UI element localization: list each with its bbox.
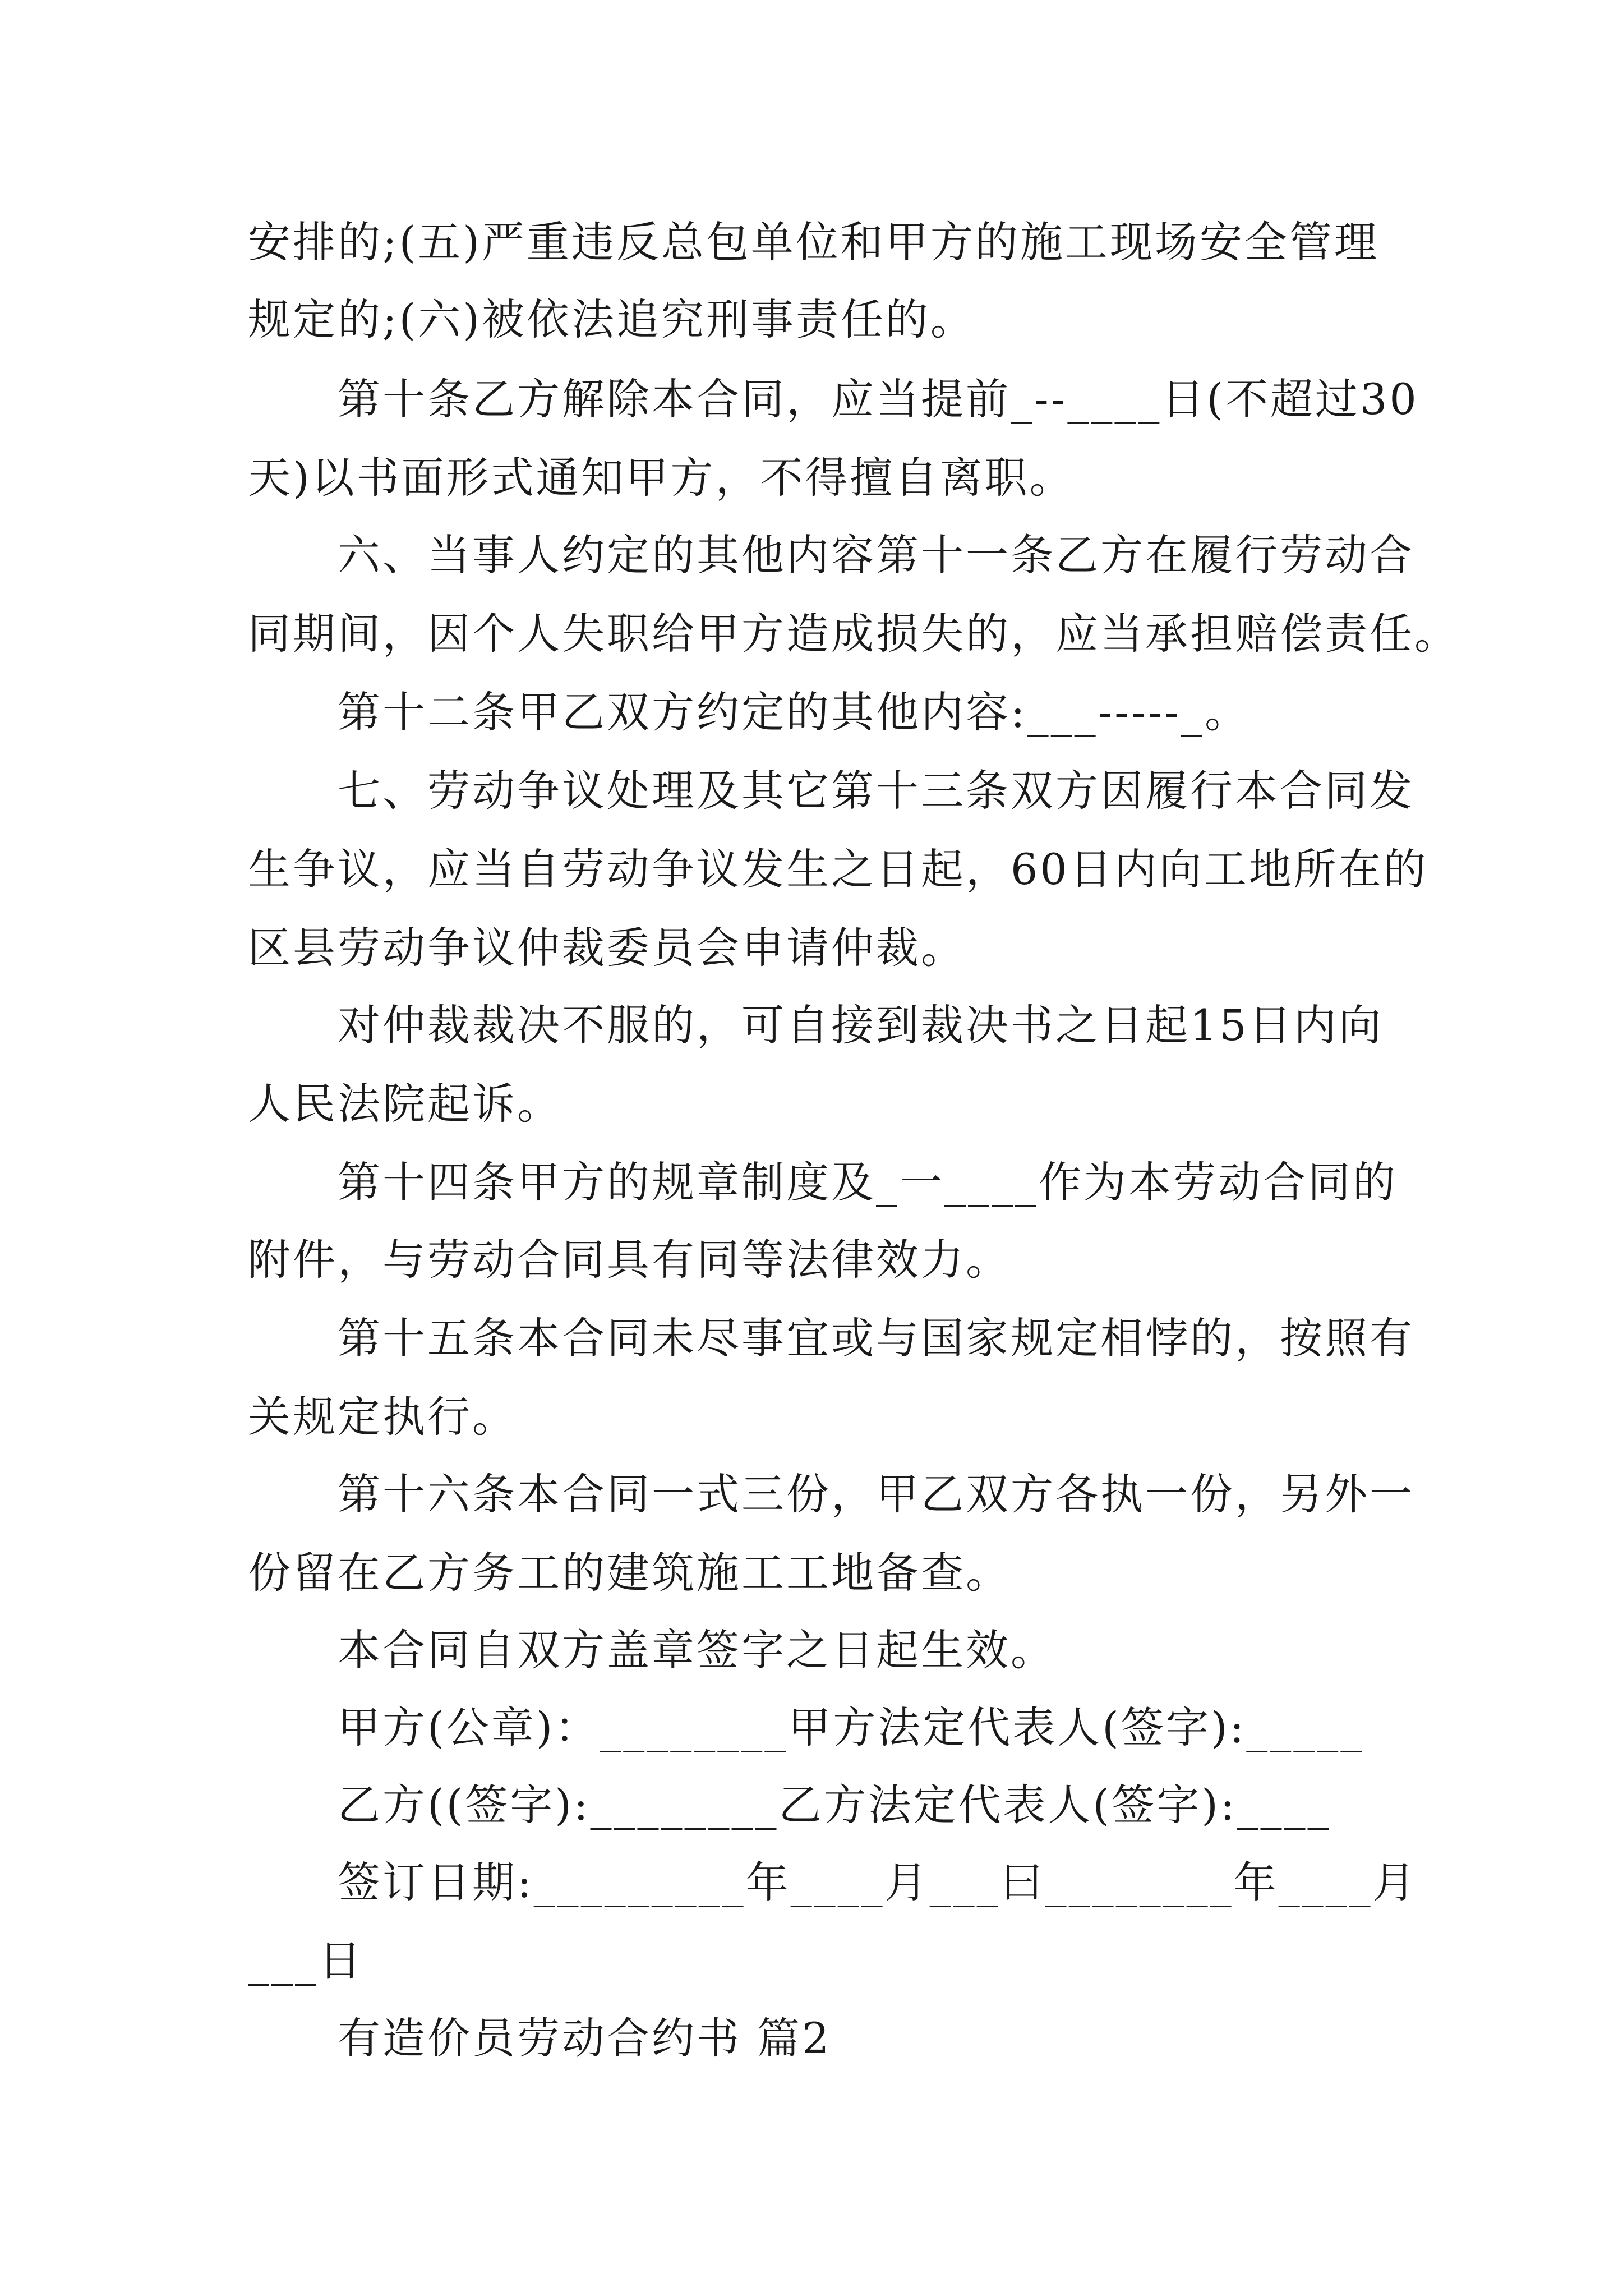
paragraph-line: 安排的;(五)严重违反总包单位和甲方的施工现场安全管理 [248, 217, 1379, 267]
paragraph-line: 区县劳动争议仲裁委员会申请仲裁。 [248, 923, 966, 973]
paragraph-line: 对仲裁裁决不服的，可自接到裁决书之日起15日内向 [338, 1000, 1384, 1050]
paragraph-line: 六、当事人约定的其他内容第十一条乙方在履行劳动合 [338, 530, 1414, 580]
paragraph-line: 七、劳动争议处理及其它第十三条双方因履行本合同发 [338, 766, 1414, 816]
paragraph-line: 同期间，因个人失职给甲方造成损失的，应当承担赔偿责任。 [248, 609, 1459, 659]
paragraph-line: 第十五条本合同未尽事宜或与国家规定相悖的，按照有 [338, 1313, 1414, 1363]
paragraph-line: 天)以书面形式通知甲方，不得擅自离职。 [248, 453, 1075, 503]
paragraph-line: 本合同自双方盖章签字之日起生效。 [338, 1625, 1055, 1675]
paragraph-line: 第十六条本合同一式三份，甲乙双方各执一份，另外一 [338, 1469, 1414, 1519]
paragraph-line: 关规定执行。 [248, 1392, 517, 1442]
paragraph-line: 第十四条甲方的规章制度及_一____作为本劳动合同的 [338, 1157, 1398, 1207]
paragraph-line: 规定的;(六)被依法追究刑事责任的。 [248, 295, 975, 344]
paragraph-line: 生争议，应当自劳动争议发生之日起，60日内向工地所在的 [248, 844, 1428, 894]
section-heading: 有造价员劳动合约书 篇2 [338, 2013, 832, 2063]
paragraph-line: 附件，与劳动合同具有同等法律效力。 [248, 1235, 1011, 1285]
paragraph-line: 第十二条甲乙双方约定的其他内容:___-----_。 [338, 687, 1250, 737]
paragraph-line: 份留在乙方务工的建筑施工工地备查。 [248, 1548, 1011, 1598]
signature-line-party-a: 甲方(公章)：________甲方法定代表人(签字):_____ [338, 1703, 1364, 1752]
paragraph-line: 第十条乙方解除本合同，应当提前_--____日(不超过30 [338, 374, 1419, 424]
signature-line-party-b: 乙方((签字):________乙方法定代表人(签字):____ [338, 1780, 1331, 1830]
signing-date-line-continued: ___日 [248, 1936, 363, 1986]
paragraph-line: 人民法院起诉。 [248, 1079, 562, 1129]
signing-date-line: 签订日期:_________年____月___曰________年____月 [338, 1857, 1418, 1907]
